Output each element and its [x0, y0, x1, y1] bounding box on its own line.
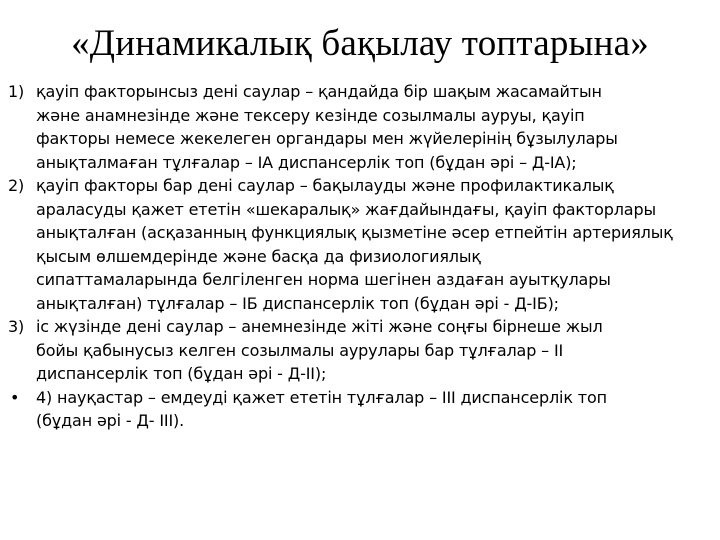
list-item-text	[36, 386, 712, 433]
bullet-icon: •	[10, 387, 20, 407]
text-line: араласуды қажет ететін «шекаралық» жағдайындағы, қауіп факторлары	[36, 199, 656, 219]
text-line: анықталған) тұлғалар – IБ диспансерлік топ (бұдан әрі - Д-IБ);	[36, 293, 559, 313]
text-line: қауіп факторы бар дені саулар – бақылауды және профилактикалық	[36, 176, 614, 195]
text-line: қысым өлшемдерінде және басқа да физиологиялық	[36, 246, 481, 266]
text-line: (бұдан әрі - Д- III).	[36, 411, 185, 430]
text-line: факторы немесе жекелеген органдары мен жүйелерінің бұзылулары	[36, 129, 618, 148]
list-marker: 2)	[8, 176, 25, 195]
list-item-text	[36, 315, 712, 386]
list-item-text	[36, 174, 712, 315]
text-line: бойы қабынусыз келген созылмалы аурулары бар тұлғалар – II	[36, 340, 564, 360]
slide-title: «Динамикалық бақылау топтарына»	[71, 23, 649, 64]
list-marker: 3)	[8, 317, 25, 336]
list-item-text	[36, 80, 712, 174]
text-line: қауіп факторынсыз дені саулар – қандайда бір шақым жасамайтын	[36, 82, 602, 101]
text-line: іс жүзінде дені саулар – анемнезінде жіті және соңғы бірнеше жыл	[36, 317, 603, 336]
text-line: анықталған (асқазанның функциялық қызметіне әсер етпейтін артериялық	[36, 223, 673, 242]
list-item-2	[8, 174, 712, 315]
text-line: 4) науқастар – емдеуді қажет ететін тұлғалар – III диспансерлік топ	[36, 387, 607, 407]
list-item-3	[8, 315, 712, 386]
text-line: диспансерлік топ (бұдан әрі - Д-II);	[36, 364, 327, 383]
list-item-4	[8, 386, 712, 433]
text-line: және анамнезінде және тексеру кезінде созылмалы ауруы, қауіп	[36, 105, 585, 125]
text-line: сипаттамаларында белгіленген норма шегінен аздаған ауытқулары	[36, 270, 611, 289]
list-marker: 1)	[8, 82, 25, 101]
slide-body	[8, 80, 712, 433]
list-item-1	[8, 80, 712, 174]
text-line: анықталмаған тұлғалар – IA диспансерлік топ (бұдан әрі – Д-IA);	[36, 152, 577, 172]
